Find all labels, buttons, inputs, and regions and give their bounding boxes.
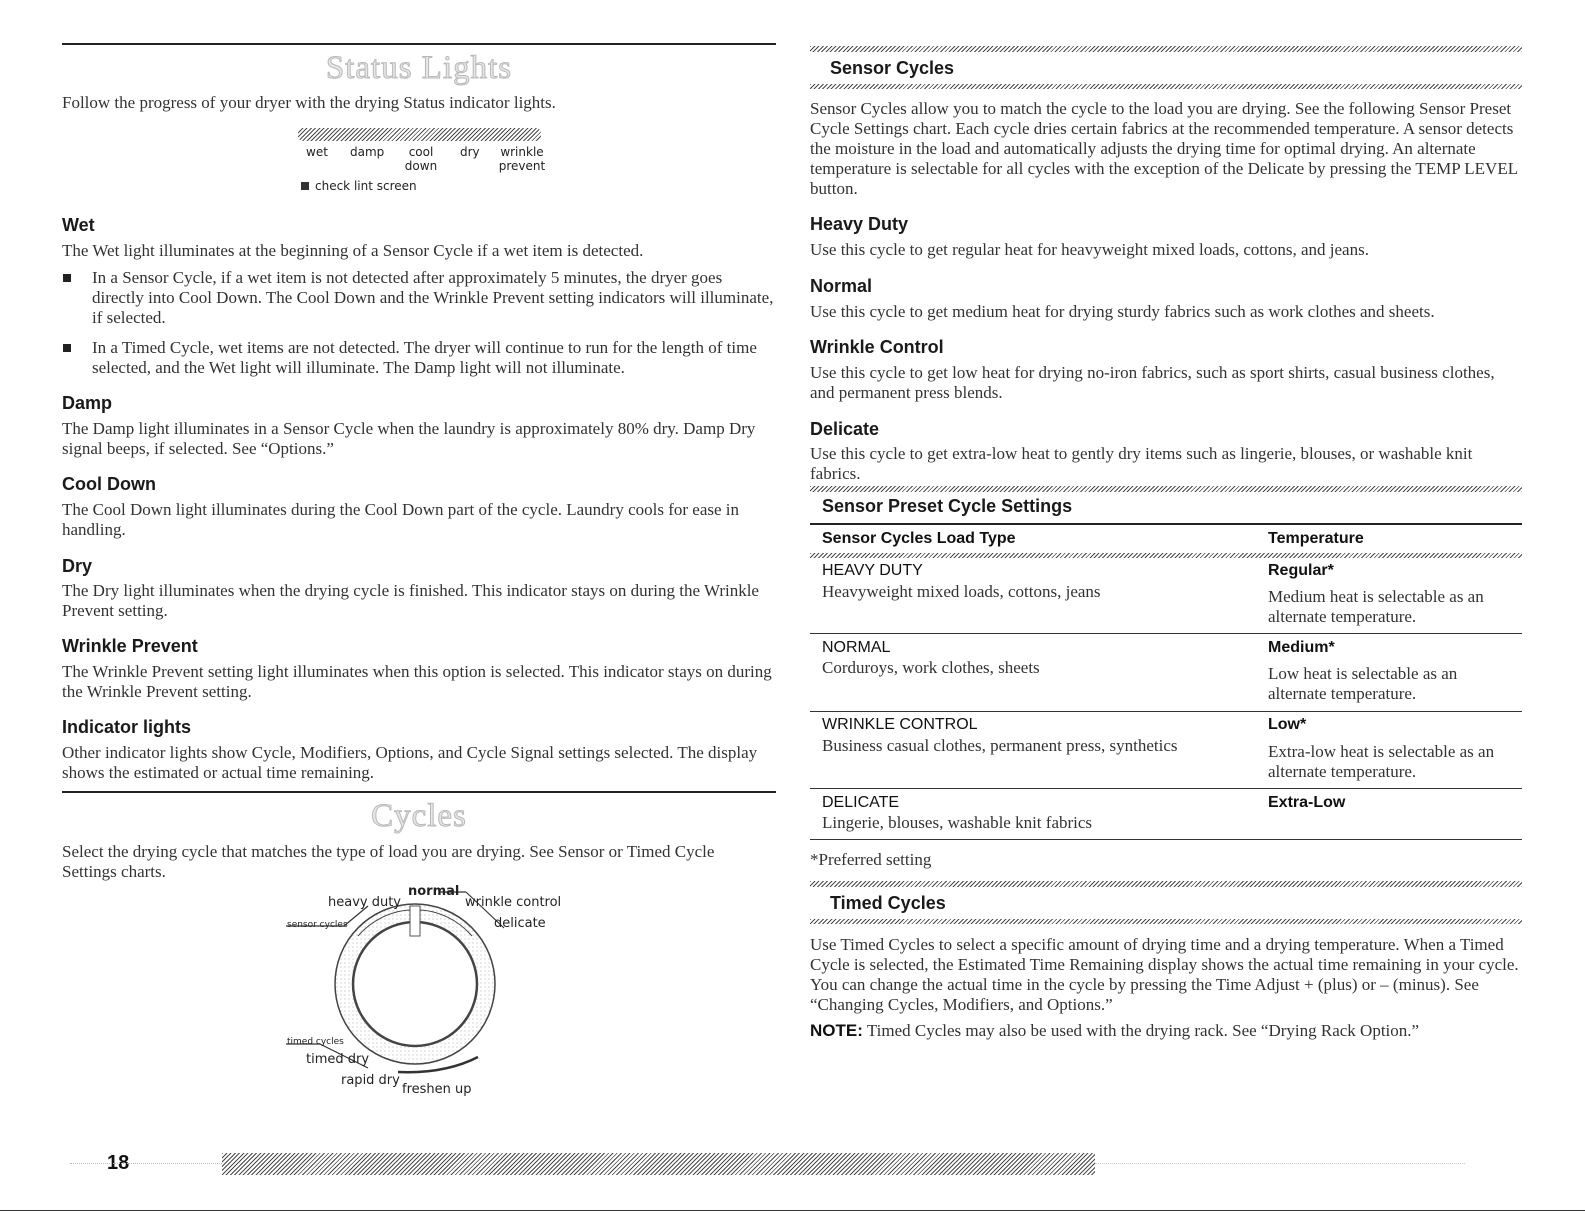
row-delicate-type: DELICATE	[822, 794, 900, 811]
heavy-duty-heading: Heavy Duty	[810, 214, 909, 234]
wrinkle-control-heading: Wrinkle Control	[810, 337, 944, 357]
indicator-light-bar	[298, 128, 541, 141]
row-heavy-duty-type: HEAVY DUTY	[822, 562, 923, 579]
page-number: 18	[107, 1152, 130, 1174]
indicator-lights-heading: Indicator lights	[62, 717, 192, 737]
table-row-divider	[810, 788, 1522, 789]
dial-wrinkle-control-label: wrinkle control	[465, 895, 562, 910]
timed-cycles-heading: Timed Cycles	[830, 893, 946, 913]
footer-bar	[222, 1153, 1095, 1175]
row-wrinkle-control-type: WRINKLE CONTROL	[822, 716, 978, 733]
table-header-col2: Temperature	[1268, 530, 1364, 547]
bullet-icon	[63, 274, 71, 282]
sensor-cycles-heading: Sensor Cycles	[830, 58, 955, 78]
status-intro: Follow the progress of your dryer with the drying Status indicator lights.	[62, 93, 556, 112]
indicator-damp-label: damp	[350, 145, 385, 159]
dry-text: The Dry light illuminates when the drying cycle is finished. This indicator stays on during the Wrinkle Prevent setting.	[62, 581, 759, 620]
wet-text: The Wet light illuminates at the beginning of a Sensor Cycle if a wet item is detected.	[62, 241, 644, 260]
bullet-icon	[63, 344, 71, 352]
table-row-divider	[810, 633, 1522, 634]
row-wrinkle-control-desc: Business casual clothes, permanent press, synthetics	[822, 736, 1178, 755]
dial-heavy-duty-label: heavy duty	[328, 895, 402, 910]
wet-bullet-2: In a Timed Cycle, wet items are not detected. The dryer will continue to run for the length of time selected, and the Wet light will illuminate. The Damp light will not illuminate.	[92, 338, 757, 377]
row-normal-desc: Corduroys, work clothes, sheets	[822, 658, 1040, 677]
dial-rapid-dry-label: rapid dry	[341, 1073, 400, 1088]
row-normal-type: NORMAL	[822, 639, 891, 656]
cycles-rule	[62, 791, 776, 793]
normal-text: Use this cycle to get medium heat for drying sturdy fabrics such as work clothes and sheets.	[810, 302, 1435, 321]
cool-down-heading: Cool Down	[62, 474, 156, 494]
timed-cycles-band-top	[810, 881, 1522, 887]
row-normal-note: Low heat is selectable as an alternate temperature.	[1268, 664, 1458, 703]
note-label: NOTE:	[810, 1021, 863, 1040]
top-rule-left	[62, 43, 776, 45]
dial-sensor-cycles-label: sensor cycles	[287, 920, 348, 930]
wrinkle-prevent-text: The Wrinkle Prevent setting light illuminates when this option is selected. This indicator stays on during the Wrinkle Prevent setting.	[62, 662, 772, 701]
dial-delicate-label: delicate	[494, 916, 546, 931]
normal-heading: Normal	[810, 276, 873, 296]
delicate-text: Use this cycle to get extra-low heat to gently dry items such as lingerie, blouses, or washable knit fabrics.	[810, 444, 1473, 483]
cycle-dial-knob	[280, 882, 560, 1102]
row-heavy-duty-note: Medium heat is selectable as an alternate temperature.	[1268, 587, 1484, 626]
row-wrinkle-control-temp: Low*	[1268, 716, 1307, 733]
sensor-cycles-band-bottom	[810, 84, 1522, 89]
status-lights-title: Status Lights	[325, 50, 513, 86]
wrinkle-control-text: Use this cycle to get low heat for drying no-iron fabrics, such as sport shirts, casual business clothes, and permanent press blends.	[810, 363, 1495, 402]
dial-normal-label: normal	[408, 884, 460, 899]
row-heavy-duty-desc: Heavyweight mixed loads, cottons, jeans	[822, 582, 1101, 601]
bottom-edge-line	[0, 1210, 1585, 1211]
dry-heading: Dry	[62, 556, 93, 576]
indicator-cool-down-label: cool down	[404, 145, 438, 173]
wet-bullet-1: In a Sensor Cycle, if a wet item is not detected after approximately 5 minutes, the dryer goes directly into Cool Down. The Cool Down and the Wrinkle Prevent setting indicators will illuminate, if selected.	[92, 268, 774, 327]
timed-cycles-text: Use Timed Cycles to select a specific amount of drying time and a drying temperature. When a Timed Cycle is selected, the Estimated Time Remaining display shows the actual time remaining in your cycle. You can change the actual time in the cycle by pressing the Time Adjust + (plus) or – (minus). See “Changing Cycles, Modifiers, and Options.”	[810, 935, 1519, 1014]
indicator-dry-label: dry	[460, 145, 480, 159]
indicator-lights-text: Other indicator lights show Cycle, Modifiers, Options, and Cycle Signal settings selected. The display shows the estimated or actual time remaining.	[62, 743, 758, 782]
check-lint-label: check lint screen	[315, 179, 417, 193]
footer-dotted-line-right	[1095, 1163, 1465, 1164]
table-row-divider	[810, 711, 1522, 712]
dial-timed-dry-label: timed dry	[306, 1052, 370, 1067]
indicator-wrinkle-prevent-label: wrinkle prevent	[498, 145, 546, 173]
row-wrinkle-control-note: Extra-low heat is selectable as an alternate temperature.	[1268, 742, 1495, 781]
wet-heading: Wet	[62, 215, 95, 235]
dial-freshen-up-label: freshen up	[402, 1082, 472, 1097]
cycles-intro: Select the drying cycle that matches the type of load you are drying. See Sensor or Timed Cycle Settings charts.	[62, 842, 715, 881]
timed-cycles-band-bottom	[810, 919, 1522, 924]
row-heavy-duty-temp: Regular*	[1268, 562, 1334, 579]
timed-cycles-note	[810, 1021, 1522, 1041]
indicator-wet-label: wet	[306, 145, 328, 159]
row-normal-temp: Medium*	[1268, 639, 1335, 656]
cool-down-text: The Cool Down light illuminates during the Cool Down part of the cycle. Laundry cools for ease in handling.	[62, 500, 740, 539]
table-band-top	[810, 486, 1522, 492]
note-text: Timed Cycles may also be used with the drying rack. See “Drying Rack Option.”	[866, 1021, 1420, 1040]
table-header-band	[810, 553, 1522, 558]
row-delicate-desc: Lingerie, blouses, washable knit fabrics	[822, 813, 1093, 832]
table-header-col1: Sensor Cycles Load Type	[822, 530, 1016, 547]
table-bottom-rule	[810, 839, 1522, 840]
heavy-duty-text: Use this cycle to get regular heat for heavyweight mixed loads, cottons, and jeans.	[810, 240, 1369, 259]
sensor-cycles-band-top	[810, 46, 1522, 52]
table-footnote: *Preferred setting	[810, 850, 932, 869]
damp-heading: Damp	[62, 393, 113, 413]
lint-indicator-icon	[301, 182, 309, 190]
wrinkle-prevent-heading: Wrinkle Prevent	[62, 636, 198, 656]
damp-text: The Damp light illuminates in a Sensor Cycle when the laundry is approximately 80% dry. Damp Dry signal beeps, if selected. See “Options.”	[62, 419, 756, 458]
sensor-cycles-text: Sensor Cycles allow you to match the cycle to the load you are drying. See the following Sensor Preset Cycle Settings chart. Each cycle dries certain fabrics at the recommended temperature. A sensor detects the moisture in the load and automatically adjusts the drying time for optimal drying. An alternate temperature is selectable for all cycles with the exception of the Delicate by pressing the TEMP LEVEL button.	[810, 99, 1518, 198]
table-title: Sensor Preset Cycle Settings	[822, 496, 1073, 516]
dial-timed-cycles-label: timed cycles	[287, 1037, 344, 1047]
row-delicate-temp: Extra-Low	[1268, 794, 1346, 811]
cycles-title: Cycles	[371, 798, 467, 834]
delicate-heading: Delicate	[810, 419, 880, 439]
footer-dotted-line-left	[70, 1163, 222, 1164]
table-rule	[810, 523, 1522, 525]
